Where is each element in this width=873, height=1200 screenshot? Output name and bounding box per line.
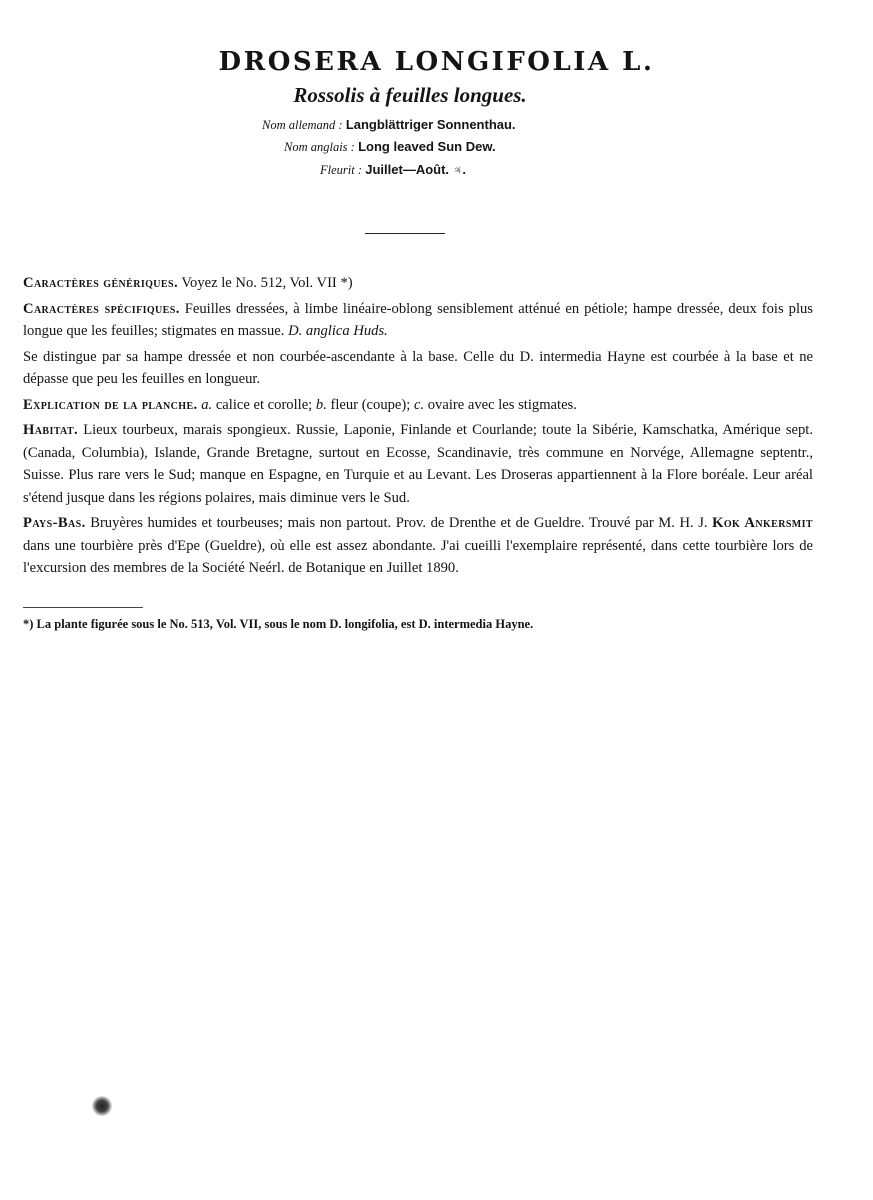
plate-letter-b: b. <box>315 396 327 413</box>
habitat-heading: Habitat. <box>23 422 79 438</box>
generic-characters-heading: Caractères génériques. <box>23 275 179 291</box>
german-name-line <box>262 117 516 133</box>
plate-text-c: ovaire avec les stigmates. <box>424 396 577 413</box>
habitat-text: Lieux tourbeux, marais spongieux. Russie, Laponie, Finlande et Courlande; toute la Sibérie, Kamschatka, Amérique sept. (Canada, Columbia), Islande, Grande Bretagne, surtout en Ecosse, Scandinavie, très commune en Norvége, Allemagne septentr., Suisse. Plus rare vers le Sud; manque en Espagne, en Turquie et au Levant. Les Droseras appartiennent à la Flore boréale. Leur aréal s'étend jusque dans les régions polaires, mais diminue vers le Sud. <box>23 422 813 506</box>
distinction-paragraph: Se distingue par sa hampe dressée et non courbée-ascendante à la base. Celle du D. intermedia Hayne est courbée à la base et ne dépasse que peu les feuilles en longueur. <box>23 348 813 387</box>
flowering-label: Fleurit : <box>320 163 363 177</box>
german-name-label: Nom allemand : <box>262 118 343 132</box>
english-name-label: Nom anglais : <box>284 140 355 154</box>
english-name-value: Long leaved Sun Dew. <box>358 139 496 154</box>
description-body <box>23 272 813 583</box>
german-name-value: Langblättriger Sonnenthau. <box>345 117 516 132</box>
header-divider <box>365 233 445 234</box>
collector-name: Kok Ankersmit <box>712 515 813 531</box>
flowering-line <box>320 162 466 178</box>
flowering-value: Juillet—Août. ♃. <box>365 162 467 177</box>
plate-explanation-heading: Explication de la planche. <box>23 396 198 413</box>
specific-characters-text: Feuilles dressées, à limbe linéaire-oblong sensiblement atténué en pétiole; hampe dressée, deux fois plus longue que les feuilles; stigmates en massue. <box>23 300 813 339</box>
specific-characters-heading: Caractères spécifiques. <box>23 300 180 317</box>
page-title: DROSERA LONGIFOLIA L. <box>218 47 655 77</box>
footnote-rule <box>23 607 143 608</box>
plate-explanation-paragraph <box>23 394 813 417</box>
plate-text-b: fleur (coupe); <box>326 396 414 413</box>
netherlands-text-2: dans une tourbière près d'Epe (Gueldre), où elle est assez abondante. J'ai cueilli l'exemplaire représenté, dans cette tourbière lors de l'excursion des membres de la Société Neérl. de Botanique en Juillet 1890. <box>23 537 813 576</box>
synonym-text: D. anglica Huds. <box>288 323 388 339</box>
netherlands-heading: Pays-Bas. <box>23 515 86 531</box>
footnote: *) La plante figurée sous le No. 513, Vol. VII, sous le nom D. longifolia, est D. intermedia Hayne. <box>23 617 534 631</box>
english-name-line <box>284 139 496 155</box>
specific-characters-paragraph <box>23 298 813 343</box>
netherlands-text-1: Bruyères humides et tourbeuses; mais non partout. Prov. de Drenthe et de Gueldre. Trouvé par M. H. J. <box>85 515 713 531</box>
generic-characters-paragraph <box>23 272 813 295</box>
plate-letter-a: a. <box>201 396 213 413</box>
netherlands-paragraph <box>23 512 813 580</box>
generic-characters-text: Voyez le No. 512, Vol. VII *) <box>178 275 353 291</box>
habitat-paragraph <box>23 419 813 509</box>
plate-letter-c: c. <box>413 396 425 413</box>
ink-smudge <box>92 1096 112 1116</box>
plate-text-a: calice et corolle; <box>212 396 316 413</box>
page-subtitle: Rossolis à feuilles longues. <box>293 83 527 107</box>
